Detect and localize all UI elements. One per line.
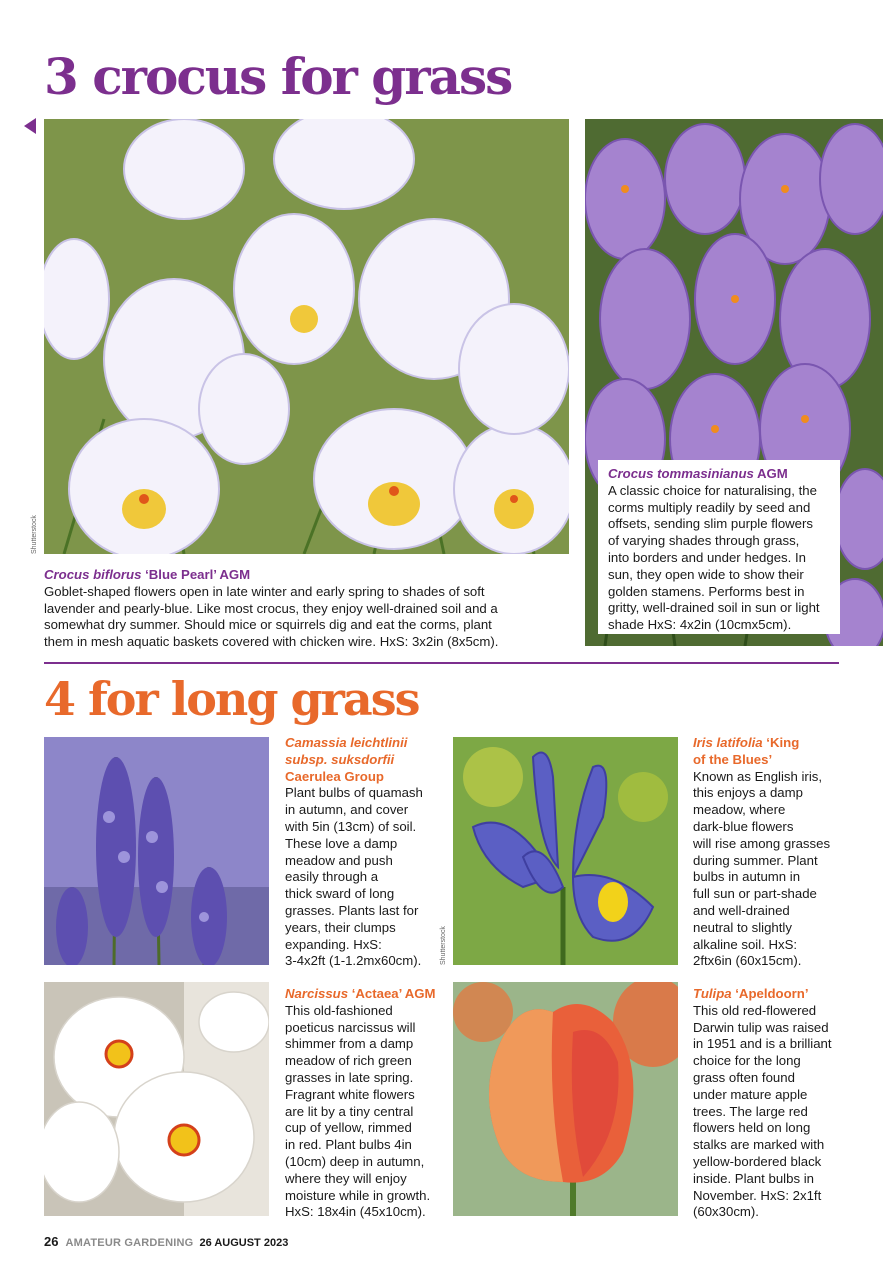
caption-line: sun, they open wide to show their <box>608 566 804 582</box>
photo-blue-pearl <box>44 119 569 554</box>
magazine-name: AMATEUR GARDENING <box>65 1237 194 1249</box>
caption-line: Fragrant white flowers <box>285 1086 415 1102</box>
plant-name: Tulipa ‘Apeldoorn’ <box>693 986 809 1001</box>
caption-line: These love a damp <box>285 835 398 851</box>
caption-line: November. HxS: 2x1ft <box>693 1187 822 1203</box>
caption-line: Goblet-shaped flowers open in late winter and early spring to shades of soft <box>44 583 485 599</box>
caption-line: corms multiply readily by seed and <box>608 499 811 515</box>
photo-narcissus <box>44 982 269 1216</box>
caption-line: with 5in (13cm) of soil. <box>285 818 417 834</box>
caption-line: this enjoys a damp <box>693 785 803 801</box>
caption-line: golden stamens. Performs best in <box>608 583 805 599</box>
caption-line: stalks are marked with <box>693 1137 825 1153</box>
caption-line: meadow, where <box>693 802 786 818</box>
caption-line: A classic choice for naturalising, the <box>608 482 817 498</box>
caption-camassia <box>285 735 445 970</box>
section-title-long-grass: 4 for long grass <box>44 672 419 726</box>
caption-line: years, their clumps <box>285 919 396 935</box>
caption-line: in autumn, and cover <box>285 802 409 818</box>
photo-tulipa <box>453 982 678 1216</box>
caption-line: under mature apple <box>693 1086 808 1102</box>
caption-line: Known as English iris, <box>693 768 823 784</box>
caption-line: flowers held on long <box>693 1120 811 1136</box>
caption-line: (10cm) deep in autumn, <box>285 1153 425 1169</box>
plant-name: Camassia leichtlinii <box>285 735 408 750</box>
caption-line: bulbs in autumn in <box>693 869 801 885</box>
section-divider <box>44 662 839 664</box>
caption-line: meadow of rich green <box>285 1053 412 1069</box>
caption-line: neutral to slightly <box>693 919 792 935</box>
caption-line: Plant bulbs of quamash <box>285 785 423 801</box>
caption-line: shimmer from a damp <box>285 1036 414 1052</box>
caption-narcissus <box>285 986 450 1221</box>
caption-line: shade HxS: 4x2in (10cmx5cm). <box>608 617 792 633</box>
photo-credit: Shutterstock <box>440 926 447 965</box>
caption-line: easily through a <box>285 869 379 885</box>
caption-line: lavender and pearly-blue. Like most crocus, they enjoy well-drained soil and a <box>44 600 498 616</box>
caption-line: them in mesh aquatic baskets covered with chicken wire. HxS: 3x2in (8x5cm). <box>44 634 499 650</box>
caption-line: grasses in late spring. <box>285 1069 414 1085</box>
plant-name: Caerulea Group <box>285 768 384 784</box>
caption-line: are lit by a tiny central <box>285 1103 414 1119</box>
caption-line: of varying shades through grass, <box>608 533 800 549</box>
caption-line: expanding. HxS: <box>285 936 382 952</box>
caption-line: This old red-flowered <box>693 1002 817 1018</box>
caption-line: cup of yellow, rimmed <box>285 1120 412 1136</box>
caption-tommasinianus <box>598 460 840 634</box>
caption-line: inside. Plant bulbs in <box>693 1170 814 1186</box>
caption-line: yellow-bordered black <box>693 1153 822 1169</box>
plant-name: Crocus tommasinianus AGM <box>608 466 788 481</box>
plant-name: Crocus biflorus ‘Blue Pearl’ AGM <box>44 567 251 582</box>
caption-line: grass often found <box>693 1069 795 1085</box>
caption-line: in red. Plant bulbs 4in <box>285 1137 412 1153</box>
plant-name: subsp. suksdorfii <box>285 751 395 767</box>
caption-line: 2ftx6in (60x15cm). <box>693 953 802 969</box>
caption-line: trees. The large red <box>693 1103 808 1119</box>
page-number: 26 <box>44 1234 59 1249</box>
caption-line: This old-fashioned <box>285 1002 393 1018</box>
plant-name: of the Blues’ <box>693 751 773 767</box>
caption-line: gritty, well-drained soil in sun or light <box>608 600 820 616</box>
caption-line: 3-4x2ft (1-1.2mx60cm). <box>285 953 422 969</box>
caption-line: during summer. Plant <box>693 852 818 868</box>
caption-line: where they will enjoy <box>285 1170 407 1186</box>
caption-line: somewhat dry summer. Should mice or squirrels dig and eat the corms, plant <box>44 617 492 633</box>
photo-credit: Shutterstock <box>31 515 38 554</box>
issue-date: 26 AUGUST 2023 <box>199 1237 289 1249</box>
section-title-crocus: 3 crocus for grass <box>44 47 512 106</box>
caption-line: and well-drained <box>693 902 790 918</box>
caption-line: poeticus narcissus will <box>285 1019 416 1035</box>
photo-iris <box>453 737 678 965</box>
caption-line: full sun or part-shade <box>693 886 817 902</box>
caption-line: meadow and push <box>285 852 393 868</box>
photo-camassia <box>44 737 269 965</box>
caption-line: grasses. Plants last for <box>285 902 419 918</box>
caption-blue-pearl <box>44 567 564 651</box>
caption-iris <box>693 735 863 970</box>
caption-tulipa <box>693 986 863 1221</box>
caption-line: thick sward of long <box>285 886 395 902</box>
caption-line: HxS: 18x4in (45x10cm). <box>285 1204 426 1220</box>
page-footer <box>44 1234 288 1249</box>
caption-line: offsets, sending slim purple flowers <box>608 516 813 532</box>
caption-line: alkaline soil. HxS: <box>693 936 798 952</box>
plant-name: Iris latifolia ‘King <box>693 735 800 750</box>
caption-line: choice for the long <box>693 1053 801 1069</box>
caption-line: moisture while in growth. <box>285 1187 431 1203</box>
caption-line: in 1951 and is a brilliant <box>693 1036 832 1052</box>
plant-name: Narcissus ‘Actaea’ AGM <box>285 986 436 1001</box>
caption-line: will rise among grasses <box>693 835 831 851</box>
caption-line: (60x30cm). <box>693 1204 759 1220</box>
caption-line: dark-blue flowers <box>693 818 794 834</box>
back-arrow-icon[interactable] <box>24 118 36 134</box>
caption-line: into borders and under hedges. In <box>608 549 806 565</box>
caption-line: Darwin tulip was raised <box>693 1019 829 1035</box>
